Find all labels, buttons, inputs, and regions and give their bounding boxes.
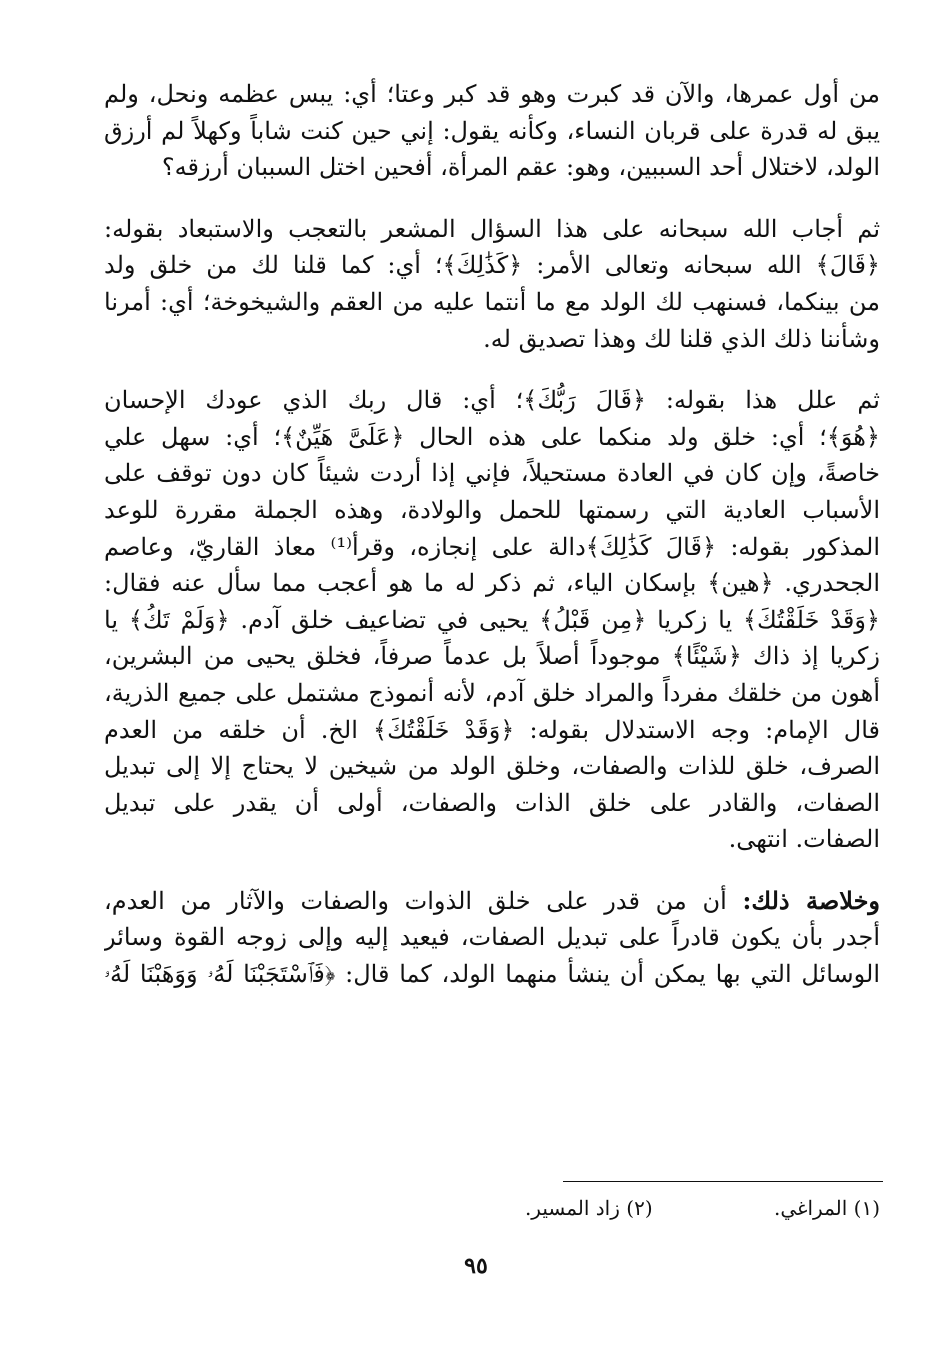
footnote-1: (١) المراغي. bbox=[773, 1196, 880, 1220]
text-line: ثم علل هذا بقوله: ﴿قَالَ رَبُّكَ﴾؛ أي: قال ربك الذي عودك الإحسان bbox=[104, 386, 880, 415]
text-line-rest: أن من قدر على خلق الذوات والصفات والآثار من العدم، bbox=[104, 886, 727, 915]
text-line: زكريا إذ ذاك ﴿شَيْئًا﴾ موجوداً أصلاً بل عدماً صرفاً، فخلق يحيى من البشرين، bbox=[104, 642, 880, 671]
page-number: ٩٥ bbox=[464, 1253, 488, 1279]
text-line: أجدر بأن يكون قادراً على تبديل الصفات، فيعيد إليه وإلى زوجه القوة وسائر bbox=[104, 923, 880, 952]
text-line: من بينكما، فسنهب لك الولد مع ما أنتما عليه من العقم والشيخوخة؛ أي: أمرنا bbox=[104, 287, 880, 316]
summary-lead: وخلاصة ذلك: bbox=[742, 885, 880, 915]
footnotes bbox=[525, 1194, 880, 1222]
text-line: الوسائل التي بها يمكن أن ينشأ منهما الولد، كما قال: ﴿فَٱسْتَجَبْنَا لَهُۥ وَوَهَبْنَا لَهُۥ bbox=[104, 960, 880, 989]
text-line: من أول عمرها، والآن قد كبرت وهو قد كبر وعتا؛ أي: يبس عظمه ونحل، ولم bbox=[104, 80, 880, 108]
text-line: ﴿وَقَدْ خَلَقْتُكَ﴾ يا زكريا ﴿مِن قَبْلُ﴾ يحيى في تضاعيف خلق آدم. ﴿وَلَمْ تَكُ﴾ يا bbox=[104, 605, 880, 634]
text-line: ﴿هُوَ﴾؛ أي: خلق ولد منكما على هذه الحال ﴿عَلَىَّ هَيِّنٌ﴾؛ أي: سهل علي bbox=[104, 422, 880, 451]
text-line: الولد، لاختلال أحد السببين، وهو: عقم المرأة، أفحين اختل السببان أرزقه؟ bbox=[161, 153, 880, 182]
text-line bbox=[104, 883, 880, 920]
footnote-divider bbox=[563, 1181, 883, 1182]
footnote-2: (٢) زاد المسير. bbox=[524, 1196, 653, 1220]
text-line: ﴿قَالَ﴾ الله سبحانه وتعالى الأمر: ﴿كَذَٰلِكَ﴾؛ أي: كما قلنا لك من خلق ولد bbox=[104, 251, 880, 280]
text-line: وشأننا ذلك الذي قلنا لك وهذا تصديق له. bbox=[483, 324, 880, 353]
text-line: المذكور بقوله: ﴿قَالَ كَذَٰلِكَ﴾دالة على إنجازه، وقرأ⁽¹⁾ معاذ القاريّ، وعاصم bbox=[104, 532, 880, 561]
paragraph-3 bbox=[104, 382, 880, 858]
text-line: يبق له قدرة على قربان النساء، وكأنه يقول: إني حين كنت شاباً وكهلاً لم أرزق bbox=[104, 116, 880, 145]
paragraph-1 bbox=[104, 76, 880, 186]
paragraph-4 bbox=[104, 883, 880, 993]
text-line: الجحدري. ﴿هين﴾ بإسكان الياء، ثم ذكر له ما هو أعجب مما سأل عنه فقال: bbox=[104, 569, 880, 598]
page-body bbox=[104, 76, 880, 993]
text-line: الصرف، خلق للذات والصفات، وخلق الولد من شيخين لا يحتاج إلا إلى تبديل bbox=[104, 752, 880, 781]
text-line: الصفات، والقادر على خلق الذات والصفات، أولى أن يقدر على تبديل bbox=[104, 788, 880, 817]
text-line: قال الإمام: وجه الاستدلال بقوله: ﴿وَقَدْ خَلَقْتُكَ﴾ الخ. أن خلقه من العدم bbox=[104, 715, 880, 744]
text-line: خاصةً، وإن كان في العادة مستحيلاً، فإني إذا أردت شيئاً كان دون توقف على bbox=[104, 459, 880, 488]
paragraph-2 bbox=[104, 211, 880, 357]
text-line: ثم أجاب الله سبحانه على هذا السؤال المشعر بالتعجب والاستبعاد بقوله: bbox=[104, 214, 880, 243]
text-line: الأسباب العادية التي رسمتها للحمل والولادة، وهذه الجملة مقررة للوعد bbox=[104, 495, 880, 524]
text-line: أهون من خلقك مفرداً والمراد خلق آدم، لأنه أنموذج مشتمل على جميع الذرية، bbox=[104, 678, 880, 707]
text-line: الصفات. انتهى. bbox=[728, 825, 880, 854]
